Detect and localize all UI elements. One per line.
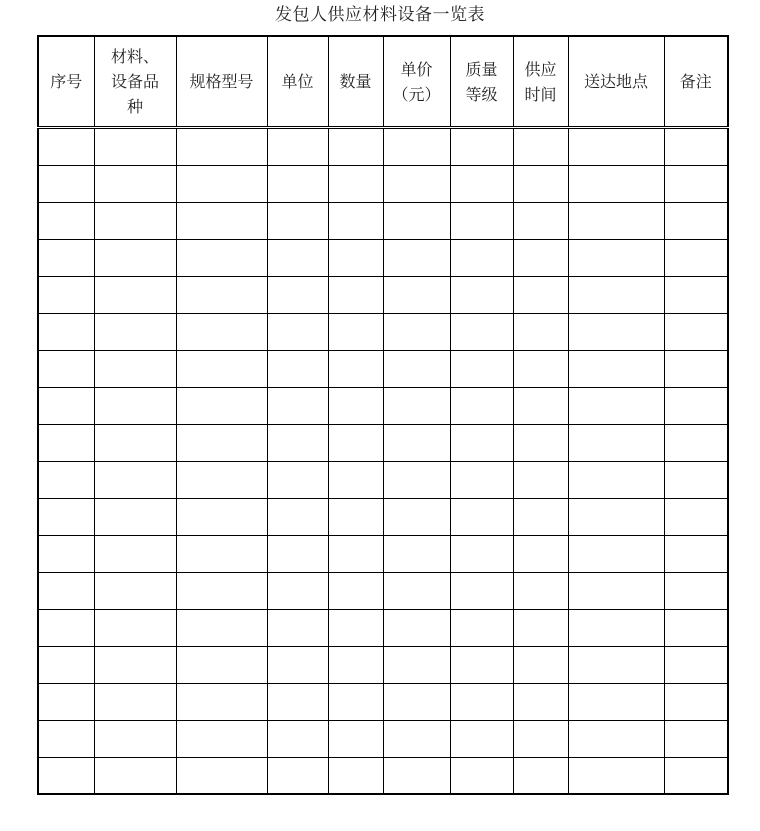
table-cell[interactable] — [267, 128, 328, 166]
table-row — [38, 240, 728, 277]
table-cell[interactable] — [664, 684, 728, 721]
table-row — [38, 388, 728, 425]
table-cell[interactable] — [664, 128, 728, 166]
table-cell[interactable] — [328, 462, 383, 499]
header-delivery-location: 送达地点 — [568, 36, 664, 128]
table-cell[interactable] — [94, 166, 176, 203]
table-cell[interactable] — [664, 203, 728, 240]
table-cell[interactable] — [267, 203, 328, 240]
table-cell[interactable] — [267, 388, 328, 425]
table-cell[interactable] — [328, 203, 383, 240]
table-cell[interactable] — [176, 277, 267, 314]
header-remarks: 备注 — [664, 36, 728, 128]
table-cell[interactable] — [94, 277, 176, 314]
table-cell[interactable] — [267, 610, 328, 647]
table-cell[interactable] — [513, 573, 568, 610]
table-row — [38, 573, 728, 610]
table-cell[interactable] — [383, 351, 450, 388]
table-row — [38, 721, 728, 758]
table-cell[interactable] — [383, 573, 450, 610]
table-cell[interactable] — [513, 351, 568, 388]
table-cell[interactable] — [94, 721, 176, 758]
table-cell[interactable] — [328, 721, 383, 758]
table-cell[interactable] — [383, 536, 450, 573]
table-cell[interactable] — [176, 536, 267, 573]
table-cell[interactable] — [94, 684, 176, 721]
table-cell[interactable] — [176, 128, 267, 166]
table-row — [38, 499, 728, 536]
table-cell[interactable] — [568, 388, 664, 425]
table-cell[interactable] — [568, 573, 664, 610]
table-cell[interactable] — [513, 499, 568, 536]
table-cell[interactable] — [267, 647, 328, 684]
table-row — [38, 536, 728, 573]
table-cell[interactable] — [38, 573, 94, 610]
table-row — [38, 128, 728, 166]
table-cell[interactable] — [664, 425, 728, 462]
table-cell[interactable] — [450, 128, 513, 166]
table-cell[interactable] — [664, 277, 728, 314]
table-cell[interactable] — [267, 499, 328, 536]
table-cell[interactable] — [328, 647, 383, 684]
table-cell[interactable] — [383, 425, 450, 462]
table-cell[interactable] — [94, 240, 176, 277]
table-cell[interactable] — [176, 684, 267, 721]
table-cell[interactable] — [383, 166, 450, 203]
table-cell[interactable] — [328, 536, 383, 573]
table-cell[interactable] — [38, 536, 94, 573]
table-cell[interactable] — [450, 425, 513, 462]
table-cell[interactable] — [450, 499, 513, 536]
table-row — [38, 684, 728, 721]
table-cell[interactable] — [383, 203, 450, 240]
table-cell[interactable] — [450, 610, 513, 647]
table-cell[interactable] — [328, 351, 383, 388]
header-quality-grade: 质量 等级 — [450, 36, 513, 128]
table-cell[interactable] — [38, 314, 94, 351]
table-cell[interactable] — [94, 462, 176, 499]
table-cell[interactable] — [383, 240, 450, 277]
table-cell[interactable] — [328, 166, 383, 203]
table-cell[interactable] — [383, 277, 450, 314]
table-cell[interactable] — [267, 536, 328, 573]
table-cell[interactable] — [450, 351, 513, 388]
table-cell[interactable] — [568, 203, 664, 240]
table-row — [38, 351, 728, 388]
table-cell[interactable] — [94, 573, 176, 610]
table-cell[interactable] — [38, 721, 94, 758]
table-cell[interactable] — [450, 388, 513, 425]
table-cell[interactable] — [38, 647, 94, 684]
table-cell[interactable] — [94, 314, 176, 351]
table-cell[interactable] — [176, 647, 267, 684]
table-cell[interactable] — [328, 240, 383, 277]
table-cell[interactable] — [38, 462, 94, 499]
table-cell[interactable] — [513, 128, 568, 166]
table-cell[interactable] — [664, 758, 728, 795]
table-cell[interactable] — [176, 314, 267, 351]
table-cell[interactable] — [267, 277, 328, 314]
table-cell[interactable] — [664, 166, 728, 203]
table-cell[interactable] — [328, 314, 383, 351]
table-cell[interactable] — [568, 351, 664, 388]
table-cell[interactable] — [94, 351, 176, 388]
table-cell[interactable] — [267, 314, 328, 351]
table-cell[interactable] — [450, 536, 513, 573]
table-cell[interactable] — [568, 499, 664, 536]
table-cell[interactable] — [176, 573, 267, 610]
table-cell[interactable] — [94, 758, 176, 795]
table-cell[interactable] — [267, 351, 328, 388]
table-cell[interactable] — [328, 499, 383, 536]
table-cell[interactable] — [328, 277, 383, 314]
header-unit: 单位 — [267, 36, 328, 128]
table-row — [38, 314, 728, 351]
table-cell[interactable] — [38, 351, 94, 388]
table-cell[interactable] — [383, 128, 450, 166]
table-cell[interactable] — [513, 684, 568, 721]
table-cell[interactable] — [383, 758, 450, 795]
table-cell[interactable] — [176, 758, 267, 795]
table-cell[interactable] — [38, 499, 94, 536]
table-cell[interactable] — [664, 536, 728, 573]
table-cell[interactable] — [38, 684, 94, 721]
table-cell[interactable] — [568, 721, 664, 758]
table-cell[interactable] — [568, 536, 664, 573]
table-cell[interactable] — [568, 462, 664, 499]
table-cell[interactable] — [38, 166, 94, 203]
table-cell[interactable] — [513, 610, 568, 647]
header-quantity: 数量 — [328, 36, 383, 128]
table-cell[interactable] — [176, 203, 267, 240]
page-title: 发包人供应材料设备一览表 — [275, 5, 485, 25]
table-cell[interactable] — [267, 240, 328, 277]
table-cell[interactable] — [328, 610, 383, 647]
header-supply-time: 供应 时间 — [513, 36, 568, 128]
table-cell[interactable] — [513, 314, 568, 351]
table-cell[interactable] — [568, 758, 664, 795]
table-row — [38, 277, 728, 314]
table-cell[interactable] — [513, 647, 568, 684]
table-cell[interactable] — [38, 388, 94, 425]
table-cell[interactable] — [513, 462, 568, 499]
table-cell[interactable] — [383, 314, 450, 351]
materials-equipment-table — [37, 35, 729, 795]
table-cell[interactable] — [664, 462, 728, 499]
table-cell[interactable] — [568, 684, 664, 721]
table-cell[interactable] — [267, 166, 328, 203]
table-cell[interactable] — [383, 684, 450, 721]
table-cell[interactable] — [450, 277, 513, 314]
header-specification: 规格型号 — [176, 36, 267, 128]
table-cell[interactable] — [267, 684, 328, 721]
table-cell[interactable] — [176, 425, 267, 462]
table-cell[interactable] — [328, 128, 383, 166]
table-cell[interactable] — [450, 166, 513, 203]
table-cell[interactable] — [568, 128, 664, 166]
table-cell[interactable] — [267, 721, 328, 758]
header-serial-number: 序号 — [38, 36, 94, 128]
table-cell[interactable] — [176, 166, 267, 203]
table-cell[interactable] — [38, 758, 94, 795]
table-cell[interactable] — [38, 610, 94, 647]
table-cell[interactable] — [450, 314, 513, 351]
table-cell[interactable] — [383, 610, 450, 647]
table-cell[interactable] — [94, 388, 176, 425]
table-cell[interactable] — [450, 462, 513, 499]
table-cell[interactable] — [450, 647, 513, 684]
table-row — [38, 203, 728, 240]
table-cell[interactable] — [328, 684, 383, 721]
table-cell[interactable] — [383, 499, 450, 536]
table-cell[interactable] — [38, 128, 94, 166]
table-cell[interactable] — [383, 388, 450, 425]
header-material-type: 材料、 设备品 种 — [94, 36, 176, 128]
table-cell[interactable] — [383, 647, 450, 684]
table-cell[interactable] — [568, 610, 664, 647]
table-cell[interactable] — [664, 240, 728, 277]
table-cell[interactable] — [664, 388, 728, 425]
table-cell[interactable] — [664, 314, 728, 351]
table-row — [38, 647, 728, 684]
table-cell[interactable] — [513, 277, 568, 314]
table-cell[interactable] — [568, 314, 664, 351]
table-cell[interactable] — [328, 425, 383, 462]
table-cell[interactable] — [94, 203, 176, 240]
table-cell[interactable] — [383, 721, 450, 758]
table-cell[interactable] — [176, 610, 267, 647]
table-cell[interactable] — [94, 425, 176, 462]
table-cell[interactable] — [38, 277, 94, 314]
table-row — [38, 166, 728, 203]
table-cell[interactable] — [328, 573, 383, 610]
table-cell[interactable] — [176, 351, 267, 388]
table-cell[interactable] — [450, 240, 513, 277]
table-cell[interactable] — [513, 425, 568, 462]
table-cell[interactable] — [664, 721, 728, 758]
table-cell[interactable] — [513, 240, 568, 277]
table-cell[interactable] — [568, 647, 664, 684]
table-cell[interactable] — [176, 240, 267, 277]
table-header-row — [38, 36, 728, 128]
table-cell[interactable] — [450, 758, 513, 795]
table-cell[interactable] — [267, 573, 328, 610]
table-cell[interactable] — [450, 203, 513, 240]
table-cell[interactable] — [513, 166, 568, 203]
table-cell[interactable] — [328, 388, 383, 425]
table-cell[interactable] — [450, 684, 513, 721]
table-cell[interactable] — [94, 536, 176, 573]
table-cell[interactable] — [38, 425, 94, 462]
table-row — [38, 610, 728, 647]
table-cell[interactable] — [664, 499, 728, 536]
table-row — [38, 462, 728, 499]
table-cell[interactable] — [568, 166, 664, 203]
table-cell[interactable] — [267, 425, 328, 462]
table-cell[interactable] — [568, 425, 664, 462]
table-cell[interactable] — [664, 647, 728, 684]
table-cell[interactable] — [664, 351, 728, 388]
table-cell[interactable] — [38, 203, 94, 240]
table-cell[interactable] — [267, 758, 328, 795]
header-unit-price: 单价 （元） — [383, 36, 450, 128]
table-cell[interactable] — [94, 128, 176, 166]
table-cell[interactable] — [450, 721, 513, 758]
table-cell[interactable] — [94, 610, 176, 647]
table-cell[interactable] — [94, 499, 176, 536]
table-cell[interactable] — [94, 647, 176, 684]
table-cell[interactable] — [176, 721, 267, 758]
table-cell[interactable] — [664, 610, 728, 647]
table-cell[interactable] — [176, 499, 267, 536]
table-cell[interactable] — [267, 462, 328, 499]
table-row — [38, 425, 728, 462]
table-cell[interactable] — [513, 536, 568, 573]
table-cell[interactable] — [568, 277, 664, 314]
table-cell[interactable] — [450, 573, 513, 610]
table-cell[interactable] — [513, 721, 568, 758]
table-cell[interactable] — [328, 758, 383, 795]
table-cell[interactable] — [513, 203, 568, 240]
table-cell[interactable] — [513, 758, 568, 795]
table-cell[interactable] — [38, 240, 94, 277]
table-cell[interactable] — [176, 462, 267, 499]
table-cell[interactable] — [513, 388, 568, 425]
table-cell[interactable] — [664, 573, 728, 610]
table-row — [38, 758, 728, 795]
table-cell[interactable] — [176, 388, 267, 425]
table-cell[interactable] — [383, 462, 450, 499]
table-cell[interactable] — [568, 240, 664, 277]
table-body — [38, 128, 728, 795]
